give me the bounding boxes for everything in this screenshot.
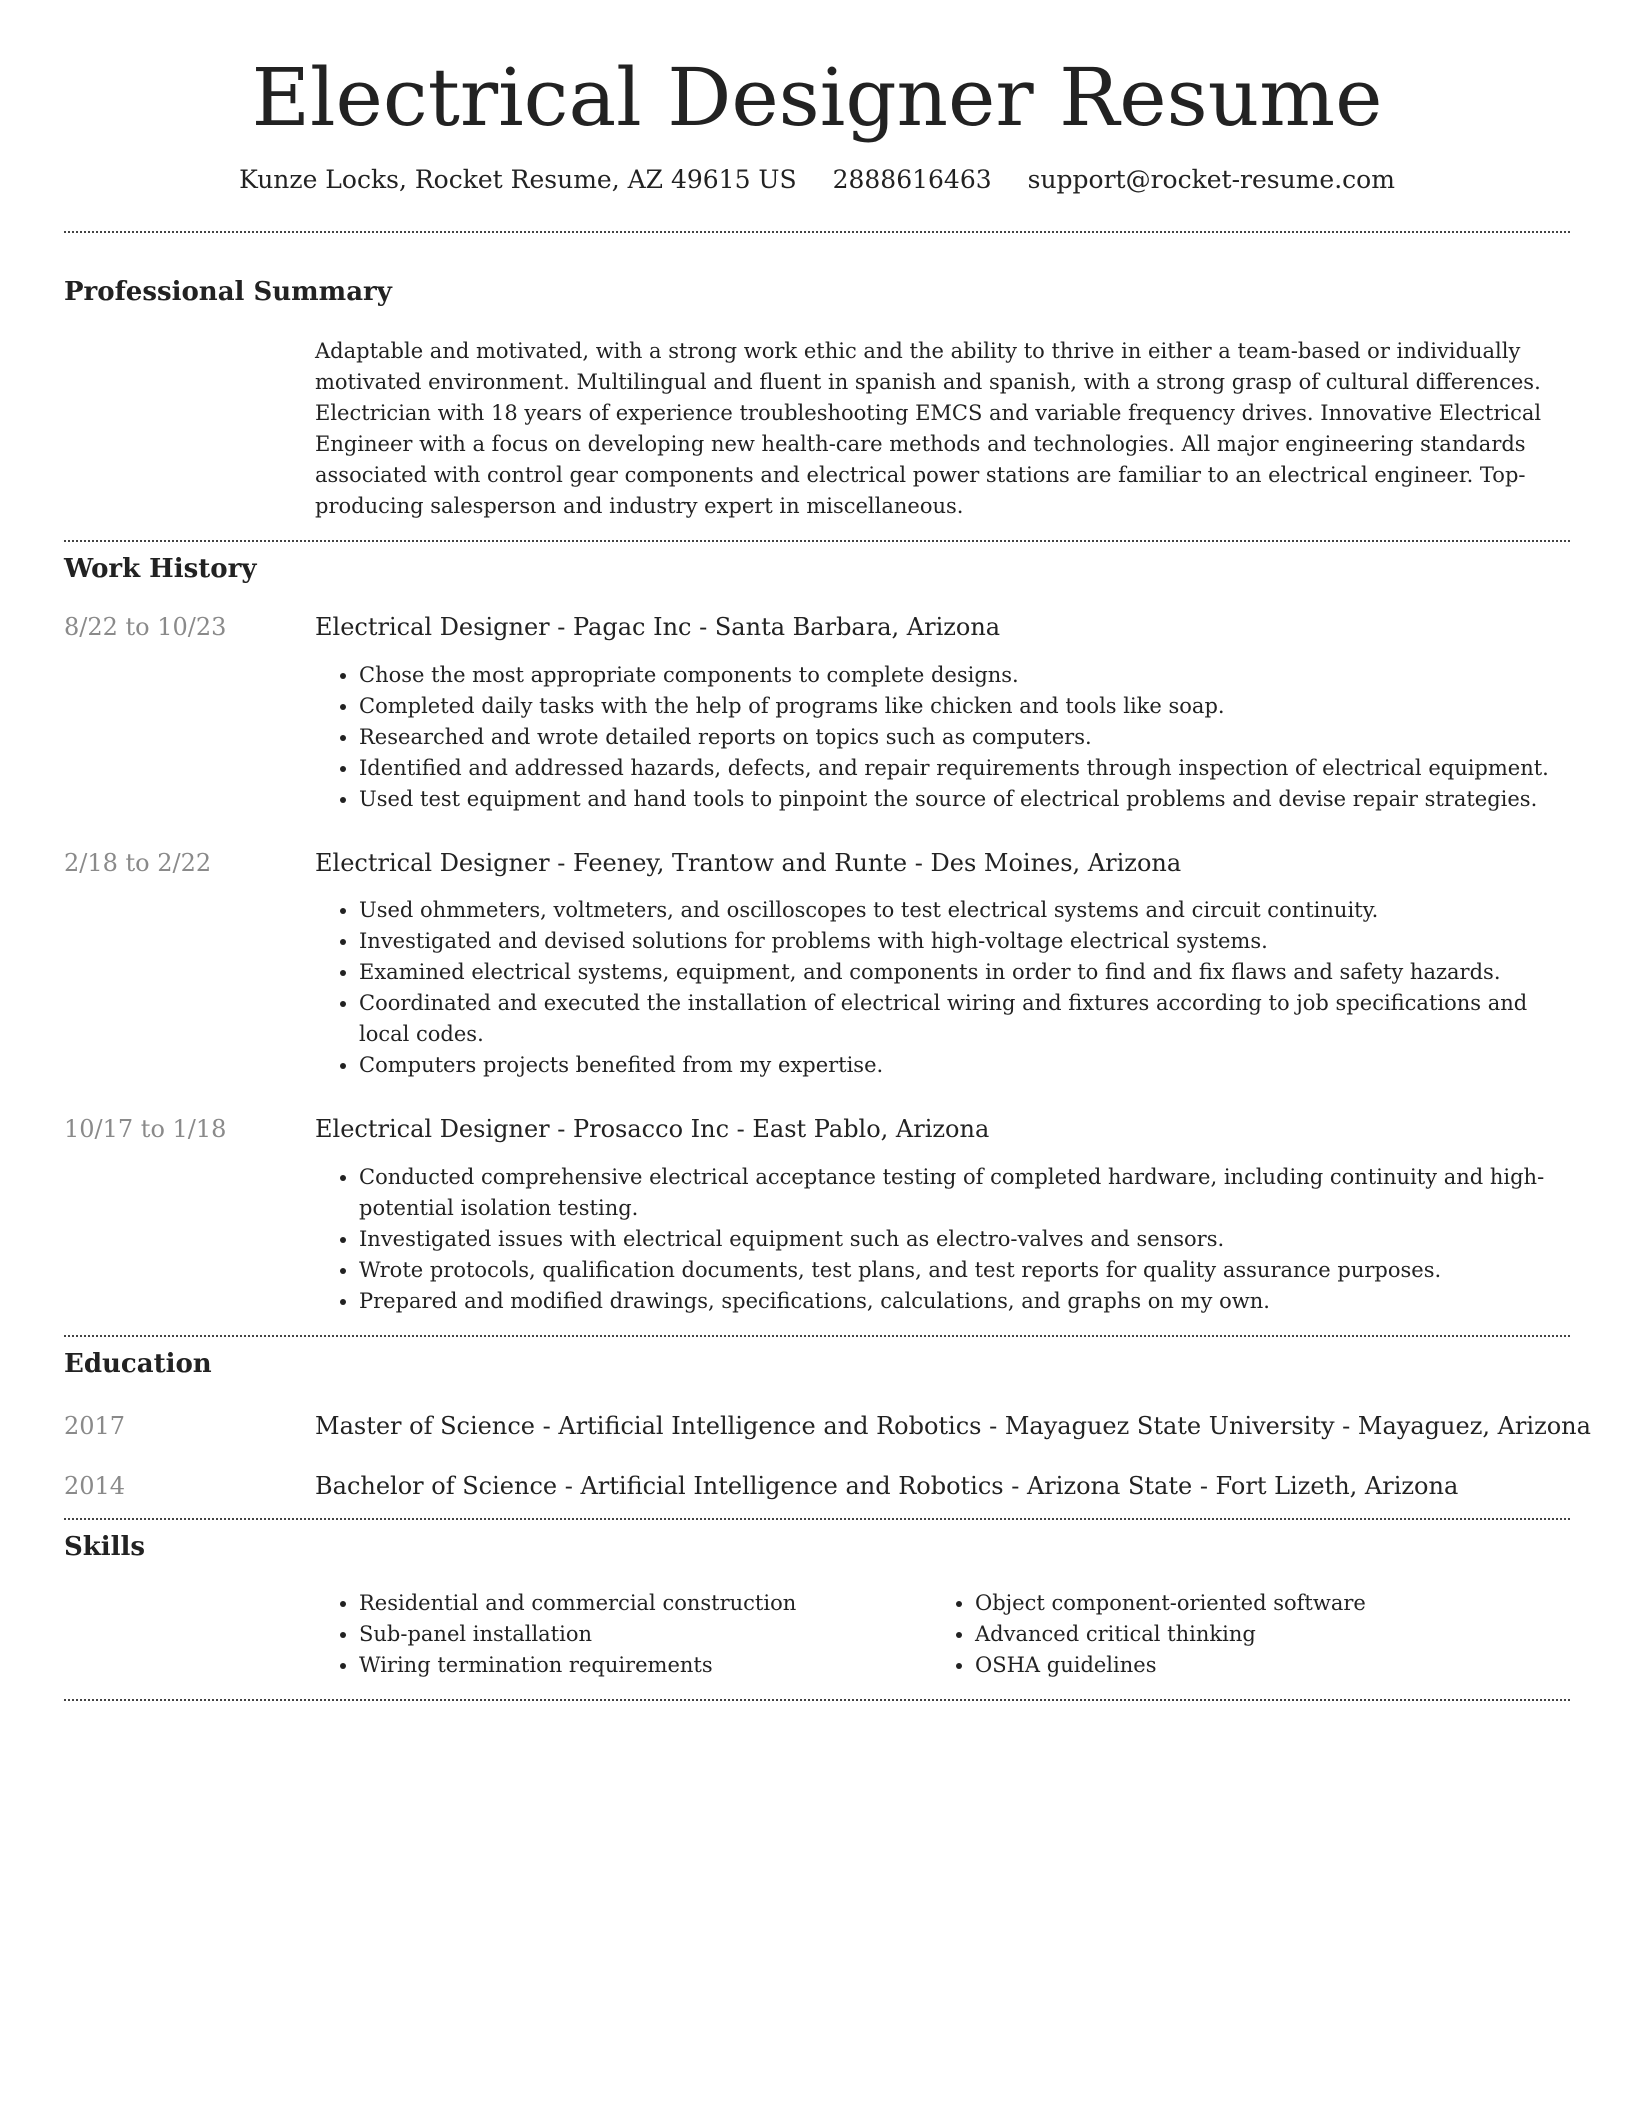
list-item: • Wiring termination requirements xyxy=(359,1650,931,1681)
work-entry xyxy=(64,849,1570,1082)
divider xyxy=(64,1699,1570,1701)
list-item: • Chose the most appropriate components to complete designs. xyxy=(359,660,1570,691)
list-item: • Wrote protocols, qualification documents, test plans, and test reports for quality assurance purposes. xyxy=(359,1255,1570,1286)
education-year: 2014 xyxy=(64,1472,126,1501)
contact-email: support@rocket-resume.com xyxy=(1027,165,1395,194)
section-title-education: Education xyxy=(64,1349,212,1380)
list-item: • Object component-oriented software xyxy=(975,1588,1547,1619)
work-entry xyxy=(64,613,1570,815)
work-entry-heading: Electrical Designer - Prosacco Inc - East Pablo, Arizona xyxy=(315,1115,990,1144)
summary-section xyxy=(64,277,1570,522)
list-item: • Coordinated and executed the installation of electrical wiring and fixtures according to job specifications and local codes. xyxy=(359,988,1570,1050)
resume-page xyxy=(64,0,1591,1701)
list-item: • Identified and addressed hazards, defects, and repair requirements through inspection of electrical equipment. xyxy=(359,753,1570,784)
work-entry-bullets xyxy=(315,660,1570,815)
list-item: • Conducted comprehensive electrical acceptance testing of completed hardware, including continuity and high-potential isolation testing. xyxy=(359,1162,1570,1224)
list-item: • Investigated issues with electrical equipment such as electro-valves and sensors. xyxy=(359,1224,1570,1255)
contact-phone: 2888616463 xyxy=(832,165,992,194)
list-item: • Computers projects benefited from my expertise. xyxy=(359,1050,1570,1081)
divider xyxy=(64,1335,1570,1337)
list-item: • Examined electrical systems, equipment, and components in order to find and fix flaws and safety hazards. xyxy=(359,957,1570,988)
list-item: • Researched and wrote detailed reports on topics such as computers. xyxy=(359,722,1570,753)
education-entry xyxy=(64,1412,1591,1441)
work-history-section xyxy=(64,554,1570,1336)
list-item: • Prepared and modified drawings, specifications, calculations, and graphs on my own. xyxy=(359,1286,1570,1317)
section-title-summary: Professional Summary xyxy=(64,276,392,307)
list-item: • Advanced critical thinking xyxy=(975,1619,1547,1650)
list-item: • Sub-panel installation xyxy=(359,1619,931,1650)
education-section xyxy=(64,1349,1591,1518)
contact-line xyxy=(64,164,1570,197)
work-entry-heading: Electrical Designer - Feeney, Trantow and Runte - Des Moines, Arizona xyxy=(315,848,1182,877)
list-item: • Residential and commercial construction xyxy=(359,1588,931,1619)
summary-text: Adaptable and motivated, with a strong work ethic and the ability to thrive in either a team-based or individually motivated environment. Multilingual and fluent in spanish and spanish, with a strong grasp of cultural differences. Electrician with 18 years of experience troubleshooting EMCS and variable frequency drives. Innovative Electrical Engineer with a focus on developing new health-care methods and technologies. All major engineering standards associated with control gear components and electrical power stations are familiar to an electrical engineer. Top-producing salesperson and industry expert in miscellaneous. xyxy=(315,338,1542,518)
work-entry xyxy=(64,1115,1570,1317)
education-year: 2017 xyxy=(64,1412,126,1441)
divider xyxy=(64,1518,1570,1520)
list-item: • OSHA guidelines xyxy=(975,1650,1547,1681)
education-heading: Bachelor of Science - Artificial Intelligence and Robotics - Arizona State - Fort Lizeth, Arizona xyxy=(315,1472,1459,1501)
education-entry xyxy=(64,1472,1570,1500)
resume-title: Electrical Designer Resume xyxy=(251,51,1383,144)
work-entry-body xyxy=(315,1115,1570,1317)
skills-section xyxy=(64,1532,1570,1680)
section-title-work-history: Work History xyxy=(64,553,257,584)
section-title-skills: Skills xyxy=(64,1532,146,1563)
list-item: • Investigated and devised solutions for problems with high-voltage electrical systems. xyxy=(359,926,1570,957)
skills-list-left xyxy=(315,1588,931,1681)
work-entry-bullets xyxy=(315,1162,1570,1317)
contact-address: Kunze Locks, Rocket Resume, AZ 49615 US xyxy=(239,165,797,194)
work-entry-dates: 2/18 to 2/22 xyxy=(64,848,212,877)
work-entry-heading: Electrical Designer - Pagac Inc - Santa Barbara, Arizona xyxy=(315,612,1001,641)
list-item: • Used test equipment and hand tools to pinpoint the source of electrical problems and devise repair strategies. xyxy=(359,784,1570,815)
skills-columns xyxy=(315,1588,1570,1681)
education-heading: Master of Science - Artificial Intelligence and Robotics - Mayaguez State University - Mayaguez, Arizona xyxy=(315,1412,1591,1441)
work-entry-dates: 10/17 to 1/18 xyxy=(64,1115,227,1144)
work-entry-body xyxy=(315,849,1570,1082)
list-item: • Used ohmmeters, voltmeters, and oscilloscopes to test electrical systems and circuit continuity. xyxy=(359,895,1570,926)
work-entry-body xyxy=(315,613,1570,815)
work-entry-bullets xyxy=(315,895,1570,1081)
divider xyxy=(64,540,1570,542)
divider xyxy=(64,231,1570,233)
list-item: • Completed daily tasks with the help of programs like chicken and tools like soap. xyxy=(359,691,1570,722)
skills-list-right xyxy=(931,1588,1547,1681)
work-entry-dates: 8/22 to 10/23 xyxy=(64,612,227,641)
